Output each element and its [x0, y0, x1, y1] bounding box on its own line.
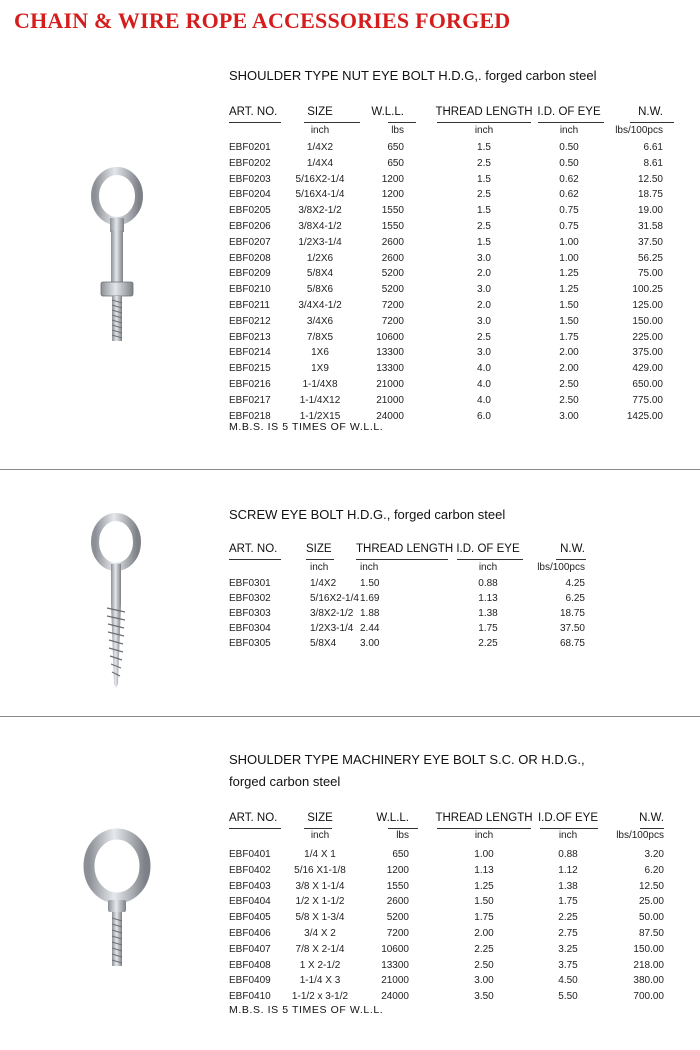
table-row-art-no: EBF0305 — [229, 638, 271, 649]
table-cell: 68.75 — [559, 638, 585, 649]
table-row-art-no: EBF0218 — [229, 410, 271, 422]
table-cell: 0.62 — [559, 189, 579, 201]
table-row-art-no: EBF0212 — [229, 315, 271, 327]
table-cell: 10600 — [376, 331, 404, 343]
unit-label: lbs — [396, 830, 409, 841]
header-underline — [229, 122, 281, 123]
unit-label: inch — [310, 562, 329, 573]
table-cell: 0.88 — [558, 849, 578, 860]
section-divider — [0, 469, 700, 470]
table-cell: 775.00 — [632, 394, 663, 406]
table-cell: 19.00 — [637, 205, 663, 217]
column-header: N.W. — [639, 812, 664, 824]
table-cell: 1-1/4X8 — [302, 379, 338, 390]
table-row-art-no: EBF0207 — [229, 236, 271, 248]
table-row-art-no: EBF0407 — [229, 943, 271, 955]
table-cell: 1/4 X 1 — [304, 849, 336, 860]
table-cell: 5200 — [381, 284, 404, 296]
table-cell: 5/16X2-1/4 — [295, 173, 345, 185]
table-cell: 650 — [387, 142, 404, 153]
unit-label: inch — [474, 125, 494, 136]
table-cell: 50.00 — [638, 912, 664, 924]
section-divider — [0, 716, 700, 717]
table-cell: 700.00 — [633, 991, 664, 1003]
table-cell: 2.50 — [559, 379, 579, 390]
header-underline — [229, 559, 281, 560]
table-cell: 1/4X2 — [306, 142, 334, 153]
table-row-art-no: EBF0302 — [229, 593, 271, 604]
column-header: I.D.OF EYE — [537, 812, 599, 824]
table-cell: 5.50 — [558, 991, 578, 1003]
unit-label: inch — [559, 125, 579, 136]
table-cell: 1550 — [381, 221, 404, 232]
table-cell: 2600 — [381, 252, 404, 264]
table-row-art-no: EBF0408 — [229, 959, 271, 971]
section-1-note: M.B.S. IS 5 TIMES OF W.L.L. — [229, 421, 384, 433]
table-cell: 6.25 — [565, 593, 585, 604]
column-header: I.D. OF EYE — [537, 106, 601, 118]
table-cell: 3.00 — [559, 410, 579, 422]
table-cell: 3/4X4-1/2 — [298, 300, 342, 311]
table-cell: 650.00 — [632, 379, 663, 390]
table-cell: 1/2 X 1-1/2 — [295, 896, 345, 908]
header-underline — [640, 828, 664, 829]
table-cell: 125.00 — [632, 300, 663, 311]
table-cell: 4.0 — [477, 363, 491, 375]
column-header: N.W. — [560, 543, 585, 555]
table-cell: 2.25 — [558, 912, 578, 924]
table-cell: 8.61 — [643, 157, 663, 169]
table-row-art-no: EBF0208 — [229, 252, 271, 264]
table-cell: 7/8X5 — [306, 331, 334, 343]
table-cell: 3/8 X 1-1/4 — [295, 880, 345, 892]
table-cell: 2.75 — [558, 928, 578, 939]
table-cell: 218.00 — [633, 959, 664, 971]
table-cell: 3/8X2-1/2 — [298, 205, 342, 217]
table-cell: 2600 — [386, 896, 409, 908]
unit-label: inch — [310, 125, 330, 136]
table-cell: 13300 — [376, 363, 404, 375]
table-row-art-no: EBF0213 — [229, 331, 271, 343]
table-cell: 1/4X2 — [310, 578, 337, 589]
table-cell: 3/8X2-1/2 — [310, 608, 354, 619]
table-row-art-no: EBF0214 — [229, 347, 271, 359]
table-row-art-no: EBF0211 — [229, 300, 270, 311]
table-row-art-no: EBF0303 — [229, 608, 271, 619]
table-cell: 1X9 — [311, 363, 329, 375]
table-cell: 0.75 — [559, 205, 579, 217]
table-cell: 5/16 X1-1/8 — [294, 864, 346, 876]
table-cell: 2.00 — [559, 363, 579, 375]
table-row-art-no: EBF0402 — [229, 864, 271, 876]
column-header: W.L.L. — [371, 106, 404, 118]
table-row-art-no: EBF0215 — [229, 363, 271, 375]
table-cell: 150.00 — [632, 315, 663, 327]
section-1-title: SHOULDER TYPE NUT EYE BOLT H.D.G,. forged carbon steel — [229, 68, 597, 83]
table-cell: 1.5 — [477, 205, 491, 217]
header-underline — [538, 122, 604, 123]
table-cell: 12.50 — [637, 173, 663, 185]
column-header: N.W. — [638, 106, 663, 118]
table-cell: 1.25 — [559, 268, 579, 280]
table-cell: 2.5 — [477, 189, 491, 201]
table-cell: 2.5 — [477, 221, 491, 232]
table-cell: 1550 — [381, 205, 404, 217]
header-underline — [540, 828, 598, 829]
table-row-art-no: EBF0404 — [229, 896, 271, 908]
table-cell: 2.25 — [474, 943, 494, 955]
table-cell: 1/4X4 — [306, 157, 334, 169]
table-row-art-no: EBF0216 — [229, 379, 271, 390]
column-header: THREAD LENGTH — [356, 543, 454, 555]
table-cell: 1-1/4X12 — [299, 394, 341, 406]
table-cell: 5/16X4-1/4 — [295, 189, 345, 201]
header-underline — [304, 122, 360, 123]
table-cell: 1.00 — [559, 236, 579, 248]
table-row-art-no: EBF0410 — [229, 991, 271, 1003]
table-cell: 87.50 — [638, 928, 664, 939]
table-row-art-no: EBF0401 — [229, 849, 271, 860]
table-cell: 3.0 — [477, 347, 491, 359]
table-cell: 1.25 — [559, 284, 579, 296]
table-cell: 24000 — [376, 410, 404, 422]
header-underline — [630, 122, 674, 123]
table-cell: 1/2X6 — [306, 252, 334, 264]
header-underline — [457, 559, 523, 560]
header-underline — [556, 559, 586, 560]
shoulder-nut-eye-bolt-image — [82, 168, 152, 348]
table-cell: 1/2X3-1/4 — [298, 236, 342, 248]
column-header: ART. NO. — [229, 106, 278, 118]
table-row-art-no: EBF0409 — [229, 975, 271, 987]
table-cell: 0.62 — [559, 173, 579, 185]
table-cell: 1.75 — [478, 623, 498, 634]
column-header: THREAD LENGTH — [435, 812, 533, 824]
table-cell: 1/2X3-1/4 — [310, 623, 354, 634]
table-cell: 3.0 — [477, 315, 491, 327]
table-cell: 1X6 — [311, 347, 329, 359]
table-cell: 2.00 — [474, 928, 494, 939]
table-row-art-no: EBF0406 — [229, 928, 271, 939]
table-cell: 1.00 — [559, 252, 579, 264]
unit-label: inch — [360, 562, 379, 573]
unit-label: inch — [558, 830, 578, 841]
unit-label: inch — [310, 830, 330, 841]
table-cell: 7/8 X 2-1/4 — [295, 943, 345, 955]
table-cell: 18.75 — [637, 189, 663, 201]
unit-label: lbs/100pcs — [615, 125, 663, 136]
unit-label: lbs/100pcs — [616, 830, 664, 841]
section-2-title: SCREW EYE BOLT H.D.G., forged carbon steel — [229, 507, 506, 522]
table-cell: 75.00 — [637, 268, 663, 280]
table-cell: 1200 — [381, 173, 404, 185]
table-cell: 0.88 — [478, 578, 498, 589]
table-cell: 37.50 — [559, 623, 585, 634]
table-row-art-no: EBF0202 — [229, 157, 271, 169]
table-cell: 5/8X4 — [306, 268, 334, 280]
table-row-art-no: EBF0203 — [229, 173, 271, 185]
unit-label: lbs/100pcs — [537, 562, 585, 573]
header-underline — [437, 828, 531, 829]
table-cell: 1-1/2 x 3-1/2 — [291, 991, 349, 1003]
table-cell: 7200 — [386, 928, 409, 939]
table-cell: 3/4 X 2 — [304, 928, 336, 939]
table-row-art-no: EBF0209 — [229, 268, 271, 280]
column-header: W.L.L. — [376, 812, 409, 824]
table-cell: 56.25 — [637, 252, 663, 264]
table-cell: 3.20 — [644, 849, 664, 860]
table-cell: 1.50 — [474, 896, 494, 908]
table-cell: 5/8X4 — [310, 638, 337, 649]
table-cell: 2.5 — [477, 331, 491, 343]
table-row-art-no: EBF0204 — [229, 189, 271, 201]
table-cell: 3.00 — [474, 975, 494, 987]
unit-label: lbs — [391, 125, 404, 136]
unit-label: inch — [478, 562, 498, 573]
table-cell: 12.50 — [638, 880, 664, 892]
table-cell: 13300 — [376, 347, 404, 359]
table-row-art-no: EBF0205 — [229, 205, 271, 217]
table-cell: 0.50 — [559, 157, 579, 169]
table-cell: 18.75 — [559, 608, 585, 619]
column-header: SIZE — [307, 106, 333, 118]
table-cell: 1.25 — [474, 880, 494, 892]
table-cell: 1.13 — [474, 864, 494, 876]
table-cell: 2.00 — [559, 347, 579, 359]
table-cell: 7200 — [381, 300, 404, 311]
table-cell: 1.12 — [558, 864, 578, 876]
header-underline — [229, 828, 281, 829]
table-cell: 1.5 — [477, 142, 491, 153]
table-cell: 0.75 — [559, 221, 579, 232]
table-row-art-no: EBF0403 — [229, 880, 271, 892]
table-row-art-no: EBF0210 — [229, 284, 271, 296]
table-cell: 13300 — [381, 959, 409, 971]
table-cell: 5/8 X 1-3/4 — [295, 912, 345, 924]
table-cell: 1.5 — [477, 236, 491, 248]
header-underline — [437, 122, 531, 123]
table-cell: 375.00 — [632, 347, 663, 359]
column-header: SIZE — [306, 543, 332, 555]
table-cell: 650 — [387, 157, 404, 169]
table-cell: 1.69 — [360, 593, 380, 604]
table-cell: 1.75 — [474, 912, 494, 924]
column-header: ART. NO. — [229, 543, 278, 555]
table-cell: 1 X 2-1/2 — [299, 959, 341, 971]
table-cell: 1.00 — [474, 849, 494, 860]
column-header: ART. NO. — [229, 812, 278, 824]
section-3-note: M.B.S. IS 5 TIMES OF W.L.L. — [229, 1004, 384, 1016]
table-cell: 6.61 — [643, 142, 663, 153]
table-cell: 37.50 — [637, 236, 663, 248]
table-cell: 1200 — [381, 189, 404, 201]
table-cell: 1425.00 — [626, 410, 663, 422]
table-cell: 225.00 — [632, 331, 663, 343]
table-cell: 1.5 — [477, 173, 491, 185]
header-underline — [356, 559, 448, 560]
table-cell: 3.50 — [474, 991, 494, 1003]
table-cell: 150.00 — [633, 943, 664, 955]
table-row-art-no: EBF0304 — [229, 623, 271, 634]
table-cell: 2.0 — [477, 300, 491, 311]
screw-eye-bolt-image — [86, 512, 146, 690]
table-cell: 4.0 — [477, 379, 491, 390]
column-header: I.D. OF EYE — [456, 543, 520, 555]
header-underline — [388, 122, 416, 123]
section-3-title: SHOULDER TYPE MACHINERY EYE BOLT S.C. OR H.D.G., — [229, 752, 585, 767]
header-underline — [304, 828, 332, 829]
table-cell: 650 — [392, 849, 409, 860]
table-cell: 1.50 — [559, 315, 579, 327]
table-cell: 6.20 — [644, 864, 664, 876]
table-cell: 6.0 — [477, 410, 491, 422]
table-cell: 3.25 — [558, 943, 578, 955]
table-cell: 4.25 — [565, 578, 585, 589]
table-cell: 2600 — [381, 236, 404, 248]
table-cell: 1200 — [386, 864, 409, 876]
table-cell: 21000 — [381, 975, 409, 987]
table-cell: 0.50 — [559, 142, 579, 153]
table-cell: 380.00 — [633, 975, 664, 987]
table-cell: 1.13 — [478, 593, 498, 604]
table-cell: 2.50 — [559, 394, 579, 406]
table-cell: 1.38 — [478, 608, 498, 619]
table-row-art-no: EBF0201 — [229, 142, 271, 153]
table-row-art-no: EBF0301 — [229, 578, 271, 589]
table-cell: 3.0 — [477, 252, 491, 264]
table-cell: 7200 — [381, 315, 404, 327]
machinery-eye-bolt-image — [82, 826, 152, 972]
table-cell: 2.5 — [477, 157, 491, 169]
table-cell: 1-1/2X15 — [299, 410, 341, 422]
table-cell: 10600 — [381, 943, 409, 955]
table-cell: 25.00 — [638, 896, 664, 908]
section-3-subtitle: forged carbon steel — [229, 774, 341, 789]
table-cell: 5200 — [381, 268, 404, 280]
unit-label: inch — [474, 830, 494, 841]
table-row-art-no: EBF0206 — [229, 221, 271, 232]
table-cell: 1.75 — [559, 331, 579, 343]
table-cell: 3.0 — [477, 284, 491, 296]
table-cell: 2.0 — [477, 268, 491, 280]
table-cell: 2.44 — [360, 623, 380, 634]
table-cell: 4.50 — [558, 975, 578, 987]
table-cell: 100.25 — [632, 284, 663, 296]
table-cell: 3.00 — [360, 638, 380, 649]
page-title: CHAIN & WIRE ROPE ACCESSORIES FORGED — [14, 8, 511, 33]
table-cell: 3/4X6 — [306, 315, 334, 327]
table-cell: 5/8X6 — [306, 284, 334, 296]
table-cell: 5200 — [386, 912, 409, 924]
table-cell: 2.25 — [478, 638, 498, 649]
table-cell: 1.75 — [558, 896, 578, 908]
header-underline — [388, 828, 418, 829]
column-header: SIZE — [307, 812, 333, 824]
table-cell: 1550 — [386, 880, 409, 892]
table-cell: 1-1/4 X 3 — [299, 975, 341, 987]
table-cell: 4.0 — [477, 394, 491, 406]
table-cell: 1.38 — [558, 880, 578, 892]
table-cell: 429.00 — [632, 363, 663, 375]
table-cell: 1.50 — [559, 300, 579, 311]
table-cell: 31.58 — [637, 221, 663, 232]
table-cell: 2.50 — [474, 959, 494, 971]
table-cell: 1.50 — [360, 578, 380, 589]
table-cell: 21000 — [376, 394, 404, 406]
table-row-art-no: EBF0217 — [229, 394, 271, 406]
table-cell: 3.75 — [558, 959, 578, 971]
table-cell: 1.88 — [360, 608, 380, 619]
header-underline — [306, 559, 334, 560]
table-cell: 24000 — [381, 991, 409, 1003]
table-cell: 3/8X4-1/2 — [298, 221, 342, 232]
column-header: THREAD LENGTH — [435, 106, 533, 118]
table-cell: 5/16X2-1/4 — [310, 593, 359, 604]
table-cell: 21000 — [376, 379, 404, 390]
table-row-art-no: EBF0405 — [229, 912, 271, 924]
